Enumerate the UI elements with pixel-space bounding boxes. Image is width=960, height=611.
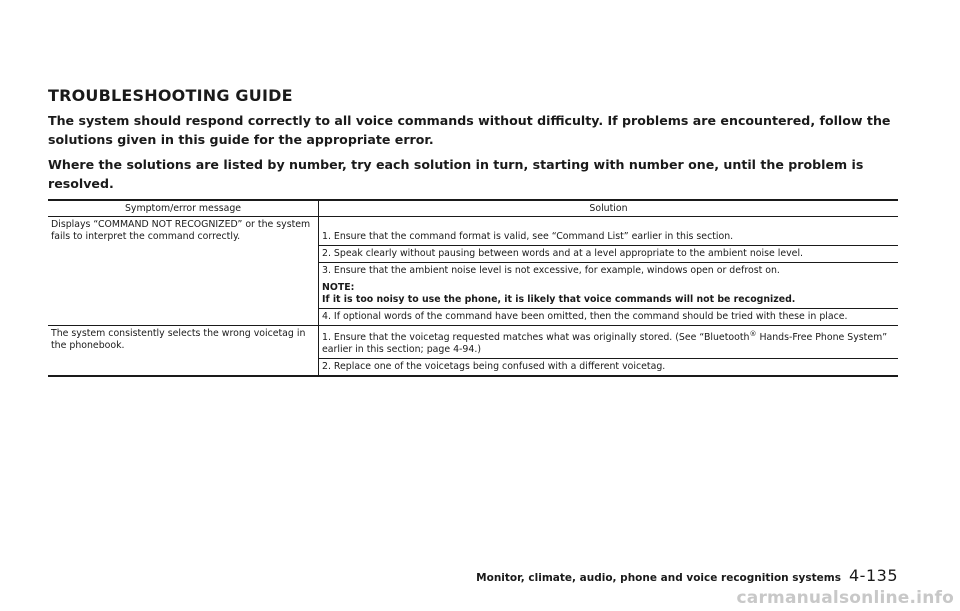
solution-cell [319, 326, 899, 359]
symptom-cell: The system consistently selects the wrong voicetag in the phonebook. [48, 326, 319, 377]
chapter-title: Monitor, climate, audio, phone and voice recognition systems [476, 572, 841, 584]
solution-cell: 2. Replace one of the voicetags being confused with a different voicetag. [322, 361, 666, 372]
table-row [48, 326, 898, 359]
table-row [48, 217, 898, 246]
instructions-paragraph: Where the solutions are listed by number, try each solution in turn, starting with number one, until the problem is resolved. [48, 157, 864, 191]
watermark: carmanualsonline.info [736, 588, 954, 608]
page-number: 4-135 [849, 566, 898, 585]
solution-cell: 1. Ensure that the command format is valid, see “Command List” earlier in this section. [319, 217, 899, 246]
note-text: If it is too noisy to use the phone, it is likely that voice commands will not be recognized. [322, 294, 796, 305]
intro-paragraph: The system should respond correctly to all voice commands without difficulty. If problems are encountered, follow the solutions given in this guide for the appropriate error. [48, 113, 891, 147]
solution-cell: 2. Speak clearly without pausing between words and at a level appropriate to the ambient noise level. [319, 246, 899, 263]
solution-cell [319, 263, 899, 309]
table-header-row [48, 200, 898, 217]
troubleshooting-table [48, 199, 898, 377]
solution-text: 1. Ensure that the voicetag requested matches what was originally stored. (See “Bluetooth [322, 332, 750, 343]
symptom-cell: Displays “COMMAND NOT RECOGNIZED” or the system fails to interpret the command correctly. [48, 217, 319, 326]
solution-text: 3. Ensure that the ambient noise level is not excessive, for example, windows open or defrost on. [322, 265, 780, 276]
page-content [48, 86, 898, 377]
column-header-symptom: Symptom/error message [48, 200, 319, 217]
note-label: NOTE: [322, 282, 355, 293]
solution-cell: 4. If optional words of the command have been omitted, then the command should be tried with these in place. [319, 309, 899, 326]
section-title: TROUBLESHOOTING GUIDE [48, 86, 293, 105]
solution-text: Hands-Free Phone System” earlier in this section; page 4-94.) [322, 332, 888, 355]
column-header-solution: Solution [319, 200, 899, 217]
page-footer [476, 566, 898, 585]
registered-mark: ® [749, 329, 757, 338]
